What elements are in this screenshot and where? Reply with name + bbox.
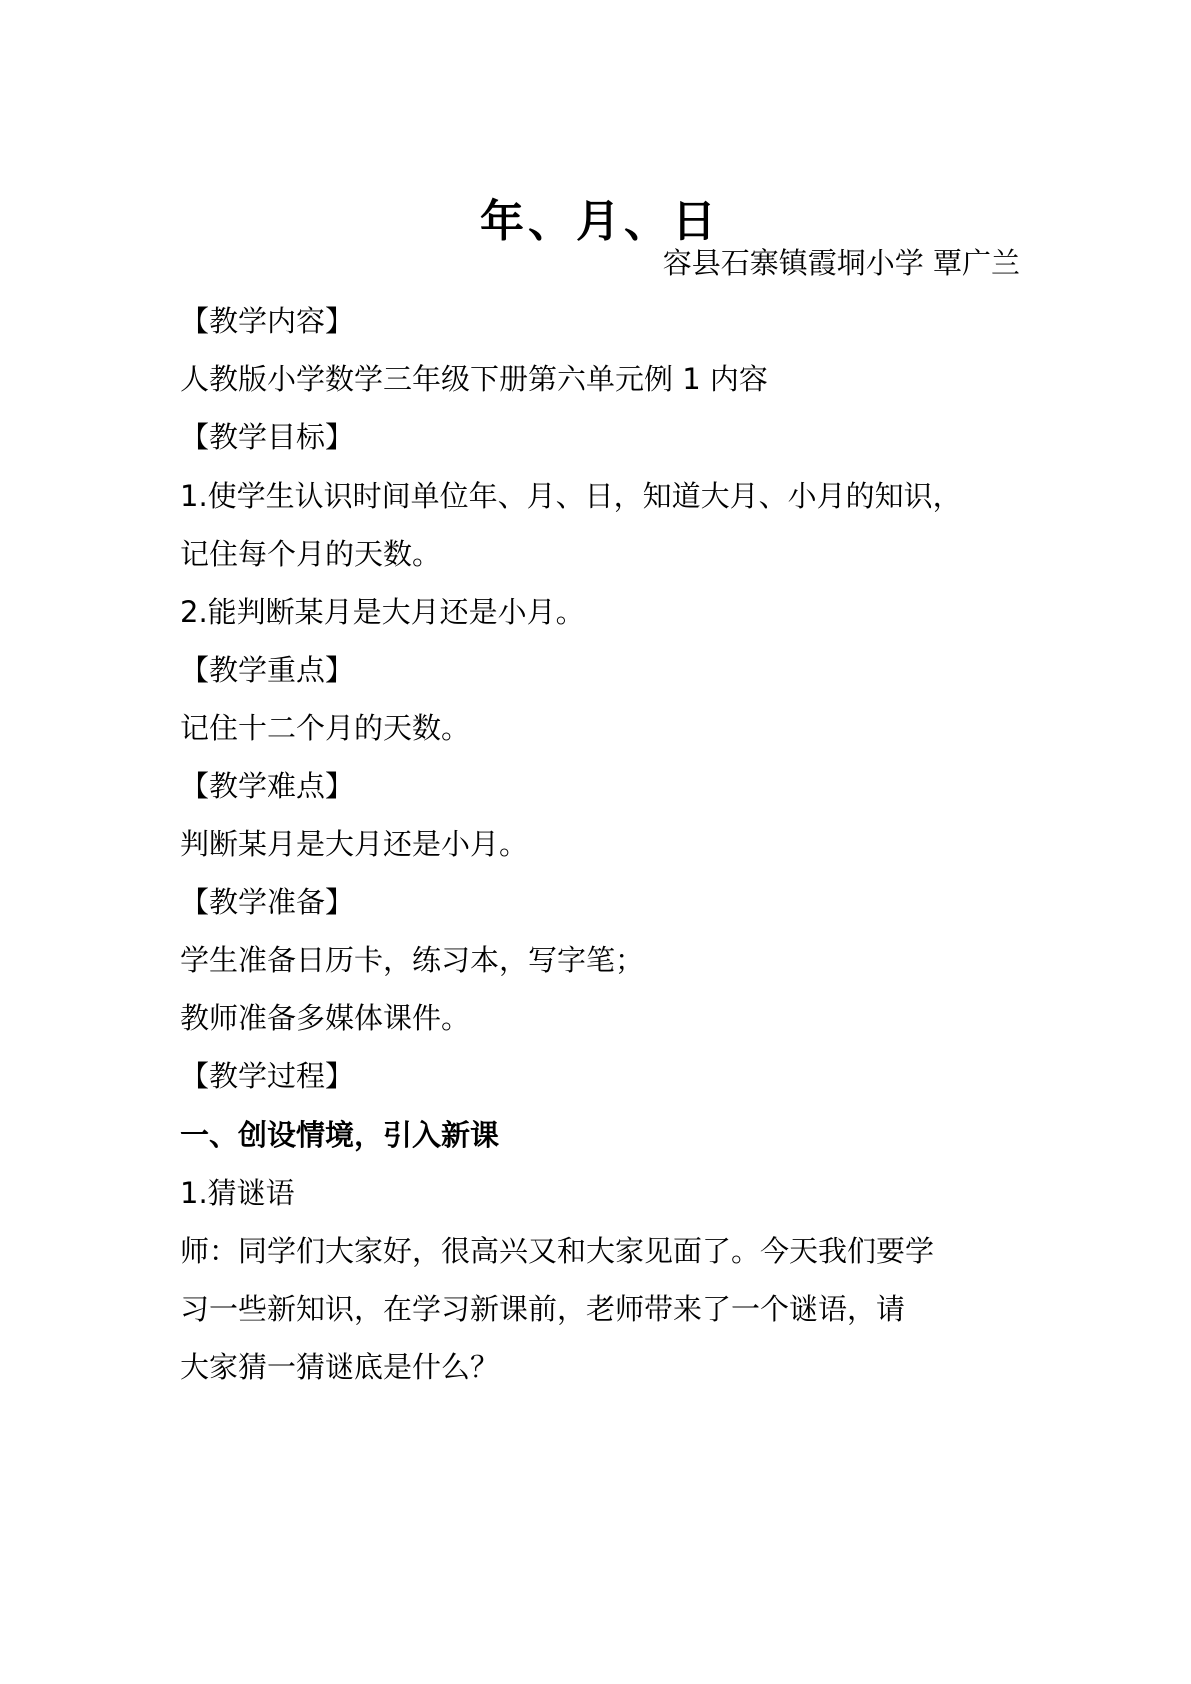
body-line: 教师准备多媒体课件。 (180, 1001, 471, 1035)
body-line: 习一些新知识，在学习新课前，老师带来了一个谜语，请 (180, 1292, 906, 1326)
subsection-heading: 一、创设情境，引入新课 (180, 1118, 500, 1152)
body-line: 1.猜谜语 (180, 1176, 295, 1210)
section-heading-preparation: 【教学准备】 (180, 885, 355, 919)
body-line: 师：同学们大家好，很高兴又和大家见面了。今天我们要学 (180, 1234, 935, 1268)
section-heading-key-points: 【教学重点】 (180, 653, 355, 687)
section-heading-process: 【教学过程】 (180, 1059, 355, 1093)
body-line: 记住十二个月的天数。 (180, 711, 471, 745)
body-line: 2.能判断某月是大月还是小月。 (180, 595, 585, 629)
body-line: 1.使学生认识时间单位年、月、日，知道大月、小月的知识， (180, 479, 962, 513)
document-page (180, 0, 1020, 1684)
body-line: 判断某月是大月还是小月。 (180, 827, 529, 861)
body-line: 学生准备日历卡，练习本，写字笔； (180, 943, 645, 977)
body-line: 人教版小学数学三年级下册第六单元例 1 内容 (180, 362, 768, 396)
author-line: 容县石寨镇霞垌小学 覃广兰 (662, 246, 1020, 280)
section-heading-objectives: 【教学目标】 (180, 420, 355, 454)
document-title: 年、月、日 (480, 196, 720, 247)
section-heading-difficulties: 【教学难点】 (180, 769, 355, 803)
body-line: 记住每个月的天数。 (180, 537, 442, 571)
section-heading-content: 【教学内容】 (180, 304, 355, 338)
body-line: 大家猜一猜谜底是什么？ (180, 1350, 500, 1384)
